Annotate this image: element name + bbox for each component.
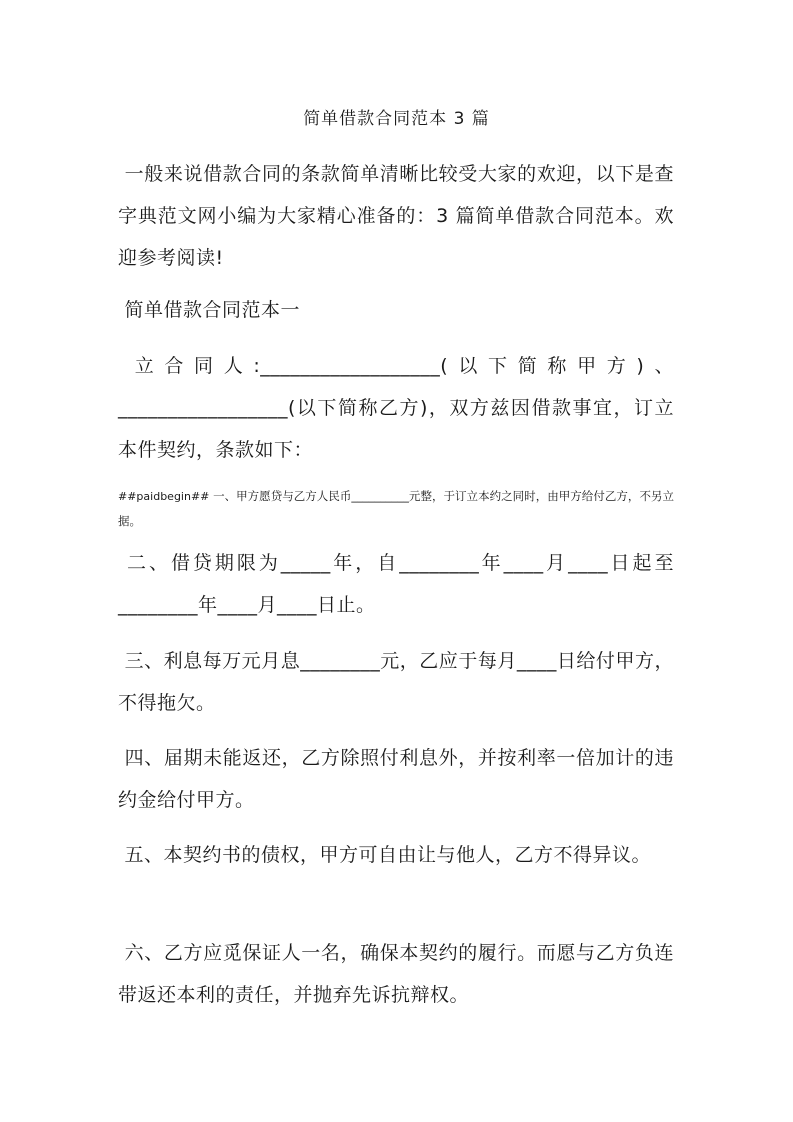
intro-paragraph: 一般来说借款合同的条款简单清晰比较受大家的欢迎，以下是查字典范文网小编为大家精心准备的：3 篇简单借款合同范本。欢迎参考阅读! <box>118 163 674 269</box>
clause-1-text: 一、甲方愿贷与乙方人民币__________元整，于订立本约之同时，由甲方给付乙方，不另立据。 <box>118 489 674 528</box>
section-heading: 简单借款合同范本一 <box>118 299 301 321</box>
clause-5-paragraph: 五、本契约书的债权，甲方可自由让与他人，乙方不得异议。 <box>118 844 652 866</box>
paid-begin-tag: ##paidbegin## <box>118 490 210 503</box>
clause-2-paragraph: 二、借贷期限为_____年，自________年____月____日起至________年____月____日止。 <box>118 552 674 616</box>
clause-3-paragraph: 三、利息每万元月息________元，乙应于每月____日给付甲方，不得拖欠。 <box>118 650 674 714</box>
clause-1-paragraph <box>118 484 674 533</box>
clause-6-paragraph: 六、乙方应觅保证人一名，确保本契约的履行。而愿与乙方负连带返还本利的责任，并抛弃先诉抗辩权。 <box>118 942 674 1006</box>
parties-paragraph: 立合同人:__________________(以下简称甲方)、_________________(以下简称乙方)，双方兹因借款事宜，订立本件契约，条款如下： <box>118 355 674 461</box>
clause-4-paragraph: 四、届期未能返还，乙方除照付利息外，并按利率一倍加计的违约金给付甲方。 <box>118 747 674 811</box>
document-title: 简单借款合同范本 3 篇 <box>303 109 490 129</box>
